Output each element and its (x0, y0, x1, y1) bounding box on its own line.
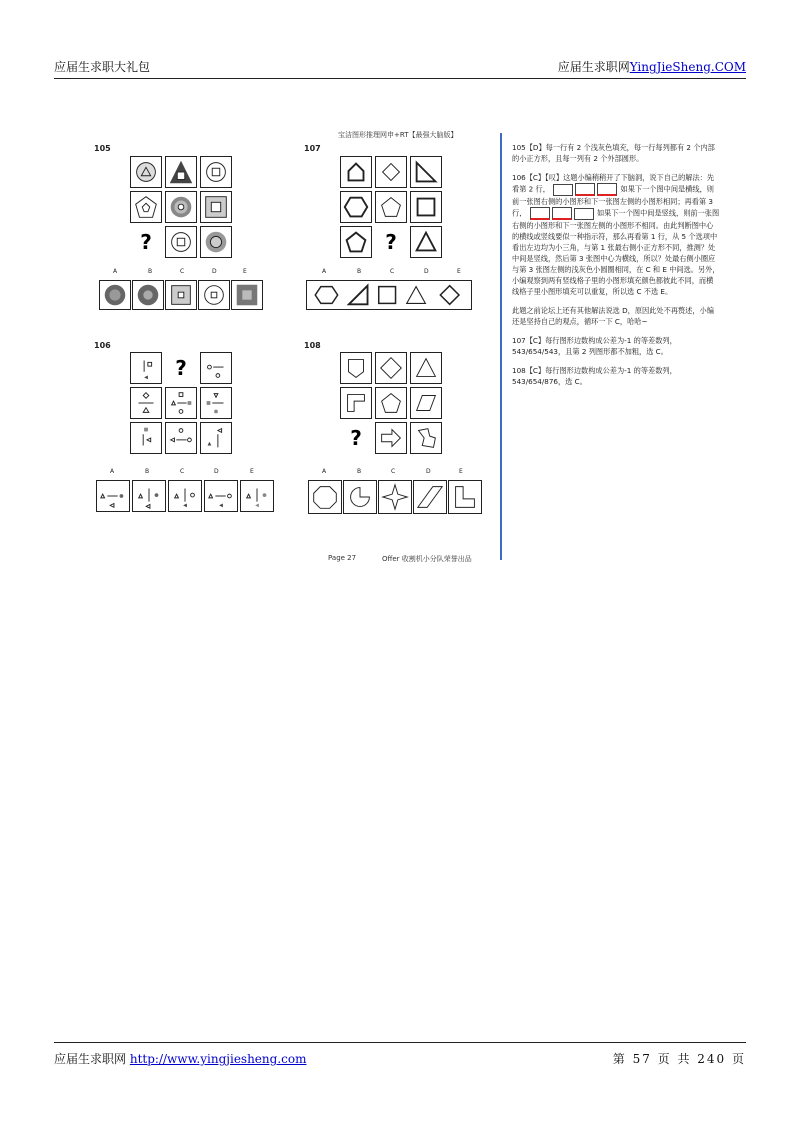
answer-106-figure (530, 207, 550, 220)
grid-cell (200, 352, 232, 384)
option-label-b: B (145, 468, 150, 475)
grid-cell (375, 387, 407, 419)
header-site-link[interactable]: YingJieSheng.COM (629, 60, 746, 74)
option-label-c: C (180, 468, 185, 475)
grid-cell (410, 191, 442, 223)
question-mark: ? (175, 356, 187, 380)
footer-rule (54, 1042, 746, 1043)
footer-site (54, 1050, 306, 1067)
grid-cell (410, 422, 442, 454)
option-label-d: D (212, 268, 217, 275)
answer-108: 108【C】每行图形边数构成公差为-1 的等差数列，543/654/876，选 C。 (512, 366, 677, 386)
option-label-d: D (424, 268, 429, 275)
grid-cell (165, 387, 197, 419)
grid-cell (165, 191, 197, 223)
grid-cell (165, 156, 197, 188)
option-label-b: B (148, 268, 153, 275)
question-107-number: 107 (304, 144, 321, 153)
grid-cell (375, 191, 407, 223)
answer-107: 107【C】每行图形边数构成公差为-1 的等差数列，543/654/543，且第 2 列图形都不加粗，选 C。 (512, 336, 677, 356)
grid-cell (410, 352, 442, 384)
grid-cell (165, 226, 197, 258)
grid-cell (130, 387, 162, 419)
footer-site-name: 应届生求职网 (54, 1052, 127, 1066)
grid-cell (130, 156, 162, 188)
option-a (308, 480, 342, 514)
embedded-page-number: Page 27 (328, 554, 357, 562)
page-header (54, 58, 746, 76)
grid-cell (340, 191, 372, 223)
option-label-c: C (180, 268, 185, 275)
option-label-e: E (457, 268, 461, 275)
grid-cell (200, 226, 232, 258)
grid-cell (375, 156, 407, 188)
answer-column (512, 142, 720, 395)
grid-cell (410, 156, 442, 188)
option-b (132, 280, 164, 310)
answer-105: 105【D】每一行有 2 个浅灰色填充，每一行每列都有 2 个内部的小正方形，且每一列有 2 个外部圆形。 (512, 143, 715, 163)
grid-cell (340, 226, 372, 258)
grid-cell (410, 387, 442, 419)
header-rule (54, 78, 746, 79)
grid-cell (375, 352, 407, 384)
answer-106-part2: 如果下一个图中间是横线，则前一张图右侧的小图形和下一张图左侧的小图形相同；再看第 3 行， (512, 184, 714, 218)
option-e (448, 480, 482, 514)
option-label-a: A (113, 268, 118, 275)
option-label-b: B (357, 268, 362, 275)
option-label-e: E (250, 468, 254, 475)
option-label-c: C (391, 468, 396, 475)
option-label-a: A (110, 468, 115, 475)
option-label-c: C (390, 268, 395, 275)
grid-cell-unknown (340, 422, 372, 454)
option-label-d: D (426, 468, 431, 475)
question-mark: ? (385, 230, 397, 254)
option-label-a: A (322, 468, 327, 475)
question-mark: ? (140, 230, 152, 254)
grid-cell-unknown (130, 226, 162, 258)
option-label-b: B (357, 468, 362, 475)
option-c (168, 480, 202, 512)
embedded-credit: Offer 收割机小分队荣誉出品 (382, 555, 472, 563)
option-d (198, 280, 230, 310)
grid-cell (200, 191, 232, 223)
option-label-d: D (214, 468, 219, 475)
grid-cell-unknown (165, 352, 197, 384)
answer-106-figure (597, 183, 617, 196)
option-b (343, 480, 377, 514)
question-106-number: 106 (94, 341, 111, 350)
option-label-e: E (459, 468, 463, 475)
answer-106-part3: 如果下一个图中间是竖线，则前一张图右侧的小图形和下一张图左侧的小图形不相同。由此判断图中心的横线或竖线要似一种指示符，那么再看第 1 行，从 5 个选项中看出左边均为小三角，与第 1 张最右侧小正方形不同，推测？处中间是竖线，然后第 3 张图中心为横线，所以？处最右侧小圈应与第 3 张图左侧的浅灰色小圆圈相同，在 C 和 E 中间选。另外，小编观察到两有竖线格子里的小图形填充颜色都彼此不同，而横线格子里小图形填充可以重复，所以选 C 不选 E。 (512, 208, 720, 296)
option-d (204, 480, 238, 512)
grid-cell (410, 226, 442, 258)
header-site (558, 58, 746, 75)
answer-106-figure (574, 208, 594, 220)
option-d (413, 480, 447, 514)
option-b (132, 480, 166, 512)
answer-106-figure (575, 183, 595, 196)
grid-cell (375, 422, 407, 454)
grid-cell (130, 352, 162, 384)
question-107-options (306, 280, 472, 310)
footer-page-info: 第 57 页 共 240 页 (612, 1052, 746, 1066)
grid-cell (200, 156, 232, 188)
grid-cell (340, 352, 372, 384)
option-e (240, 480, 274, 512)
grid-cell (200, 422, 232, 454)
header-title: 应届生求职大礼包 (54, 60, 151, 74)
question-mark: ? (350, 426, 362, 450)
question-105-number: 105 (94, 144, 111, 153)
option-label-e: E (243, 268, 247, 275)
option-c (165, 280, 197, 310)
option-a (96, 480, 130, 512)
option-label-a: A (322, 268, 327, 275)
option-c (378, 480, 412, 514)
grid-cell-unknown (375, 226, 407, 258)
footer-site-link[interactable]: http://www.yingjiesheng.com (129, 1052, 307, 1066)
grid-cell (130, 422, 162, 454)
grid-cell (130, 191, 162, 223)
grid-cell (340, 387, 372, 419)
option-a (99, 280, 131, 310)
answer-106-figure (553, 184, 573, 196)
grid-cell (200, 387, 232, 419)
answer-divider (500, 133, 502, 560)
answer-106-figure (552, 207, 572, 220)
grid-cell (165, 422, 197, 454)
question-108-number: 108 (304, 341, 321, 350)
header-site-name: 应届生求职网 (557, 60, 630, 74)
answer-106-intro: 106【C】【叹】这题小编稍稍开了下脑洞，说下自己的解法：先看第 2 行， (512, 173, 715, 194)
grid-cell (340, 156, 372, 188)
embedded-title: 宝洁图形推理网申+RT【最强大脑版】 (338, 131, 458, 139)
answer-106-note: 此题之前论坛上还有其他解法说选 D，原因此处不再赘述，小编还是坚持自己的观点，循环一下 C，哈哈~ (512, 306, 714, 326)
answer-106 (512, 172, 720, 297)
option-e (231, 280, 263, 310)
